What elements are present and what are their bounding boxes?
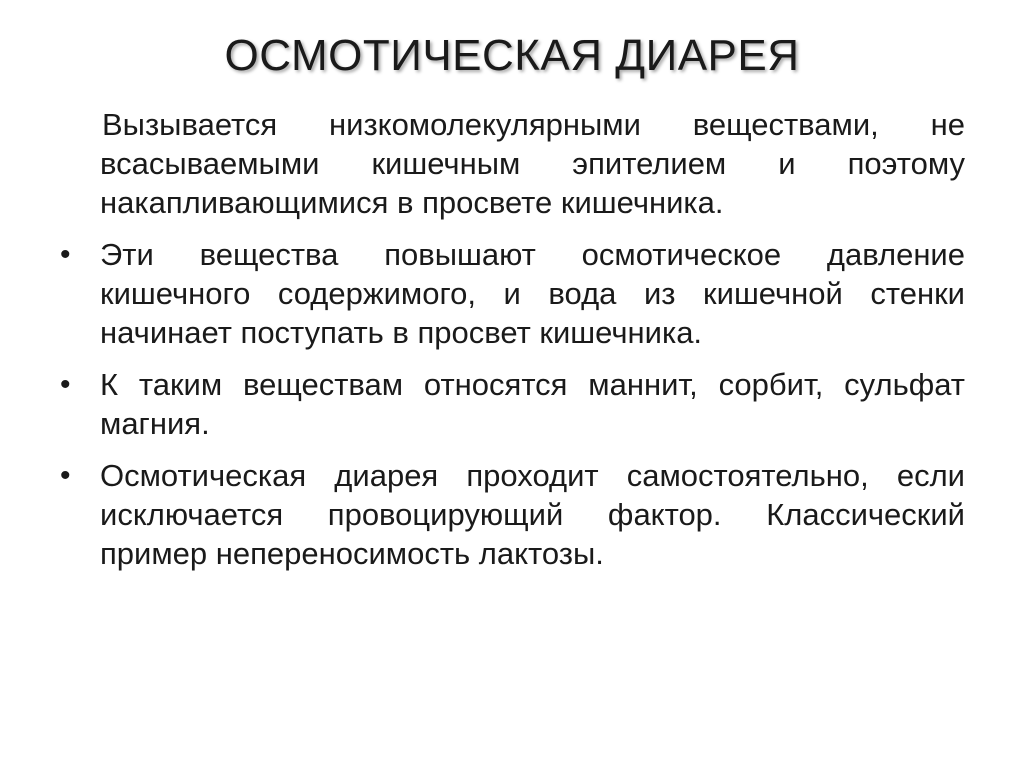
paragraph-indent: [60, 105, 100, 222]
bullet-icon: •: [60, 368, 71, 401]
intro-paragraph: [60, 105, 965, 222]
slide-body: [60, 105, 965, 586]
slide-title: ОСМОТИЧЕСКАЯ ДИАРЕЯ: [224, 31, 800, 80]
bullet-icon: •: [60, 459, 71, 492]
bullet-icon: •: [60, 238, 71, 271]
paragraph-text: Вызывается низкомолекулярными веществами, не всасываемыми кишечным эпителием и поэтому накапливающимися в просвете кишечника.: [100, 107, 965, 220]
bullet-item: [60, 235, 965, 352]
bullet-text: К таким веществам относятся маннит, сорбит, сульфат магния.: [100, 367, 965, 441]
bullet-text: Осмотическая диарея проходит самостоятельно, если исключается провоцирующий фактор. Классический пример непереносимость лактозы.: [100, 458, 965, 571]
bullet-text: Эти вещества повышают осмотическое давление кишечного содержимого, и вода из кишечной стенки начинает поступать в просвет кишечника.: [100, 237, 965, 350]
bullet-item: [60, 365, 965, 443]
bullet-item: [60, 456, 965, 573]
